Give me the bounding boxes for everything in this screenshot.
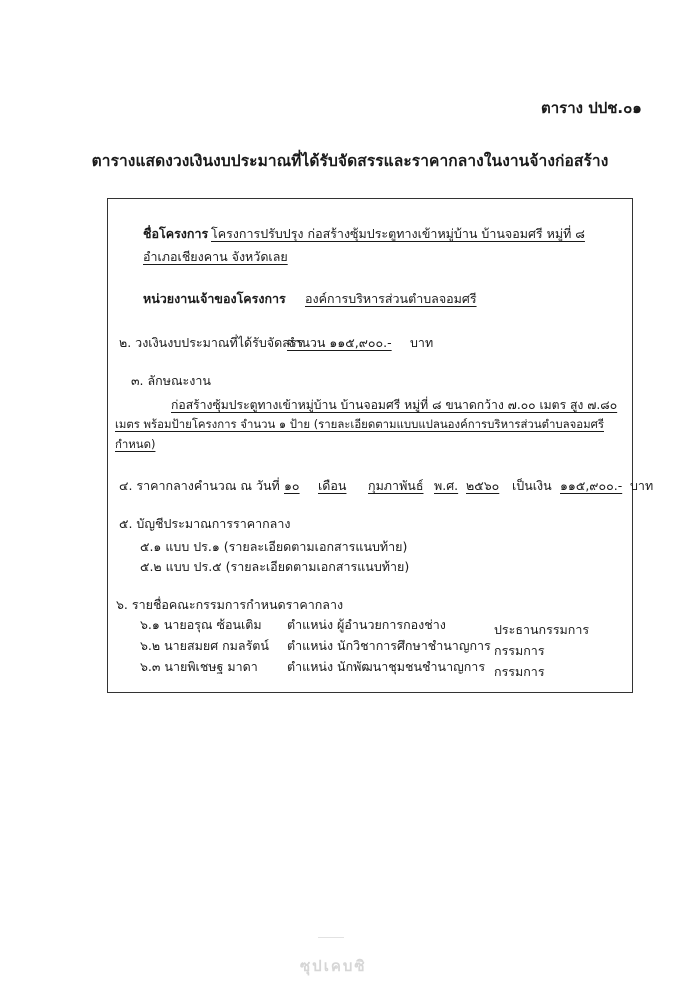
project-label: ชื่อโครงการ [143, 226, 209, 241]
work-label: ๓. ลักษณะงาน [131, 373, 211, 388]
ref-price-label: ๔. ราคากลางคำนวณ ณ วันที่ [119, 478, 280, 493]
owner-label: หน่วยงานเจ้าของโครงการ [143, 291, 286, 306]
ref-price-amount: ๑๑๕,๙๐๐.- [560, 478, 623, 493]
owner-value: องค์การบริหารส่วนตำบลจอมศรี [305, 291, 477, 306]
work-line1: ก่อสร้างซุ้มประตูทางเข้าหมู่บ้าน บ้านจอมศรี หมู่ที่ ๘ ขนาดกว้าง ๗.๐๐ เมตร สูง ๗.๘๐ [171, 398, 618, 412]
ref-price-unit: บาท [630, 478, 654, 493]
form-number: ตาราง ปปช.๐๑ [541, 99, 642, 117]
member-2-name: ๖.๒ นายสมยศ กมลรัตน์ [140, 638, 269, 653]
member-1-position: ตำแหน่ง ผู้อำนวยการกองช่าง [287, 617, 446, 632]
work-line3: กำหนด) [115, 437, 156, 451]
estimate-item-2: ๕.๒ แบบ ปร.๕ (รายละเอียดตามเอกสารแนบท้าย) [140, 559, 410, 574]
ref-price-year: ๒๕๖๐ [466, 478, 500, 493]
project-name-line2: อำเภอเชียงคาน จังหวัดเลย [143, 249, 288, 264]
budget-label: ๒. วงเงินงบประมาณที่ได้รับจัดสรร [119, 335, 304, 350]
project-name-line1: โครงการปรับปรุง ก่อสร้างซุ้มประตูทางเข้าหมู่บ้าน บ้านจอมศรี หมู่ที่ ๘ [211, 226, 585, 241]
ref-price-month: กุมภาพันธ์ [368, 478, 424, 493]
member-2-position: ตำแหน่ง นักวิชาการศึกษาชำนาญการ [287, 638, 491, 653]
member-3-name: ๖.๓ นายพิเชษฐ มาดา [140, 659, 258, 674]
estimate-item-1: ๕.๑ แบบ ปร.๑ (รายละเอียดตามเอกสารแนบท้าย) [140, 539, 408, 554]
ref-price-day: ๑๐ [284, 478, 300, 493]
work-line2: เมตร พร้อมป้ายโครงการ จำนวน ๑ ป้าย (รายละเอียดตามแบบแปลนองค์การบริหารส่วนตำบลจอมศรี [115, 417, 604, 431]
committee-label: ๖. รายชื่อคณะกรรมการกำหนดราคากลาง [116, 597, 344, 612]
member-1-name: ๖.๑ นายอรุณ ซ้อนเติม [140, 617, 262, 632]
document-title: ตารางแสดงวงเงินงบประมาณที่ได้รับจัดสรรและราคากลางในงานจ้างก่อสร้าง [91, 152, 609, 170]
watermark: ซุปเคบซิ [300, 957, 367, 975]
member-3-position: ตำแหน่ง นักพัฒนาชุมชนชำนาญการ [287, 659, 486, 674]
estimates-label: ๕. บัญชีประมาณการราคากลาง [119, 516, 291, 531]
budget-unit: บาท [410, 335, 434, 350]
ref-price-month-label: เดือน [318, 478, 347, 493]
member-2-role: กรรมการ [494, 643, 545, 658]
member-3-role: กรรมการ [494, 664, 545, 679]
member-1-role: ประธานกรรมการ [494, 622, 590, 637]
budget-amount: จำนวน ๑๑๕,๙๐๐.- [287, 335, 392, 350]
watermark-mark [318, 937, 344, 938]
ref-price-amount-label: เป็นเงิน [512, 478, 552, 493]
ref-price-year-label: พ.ศ. [434, 478, 459, 493]
